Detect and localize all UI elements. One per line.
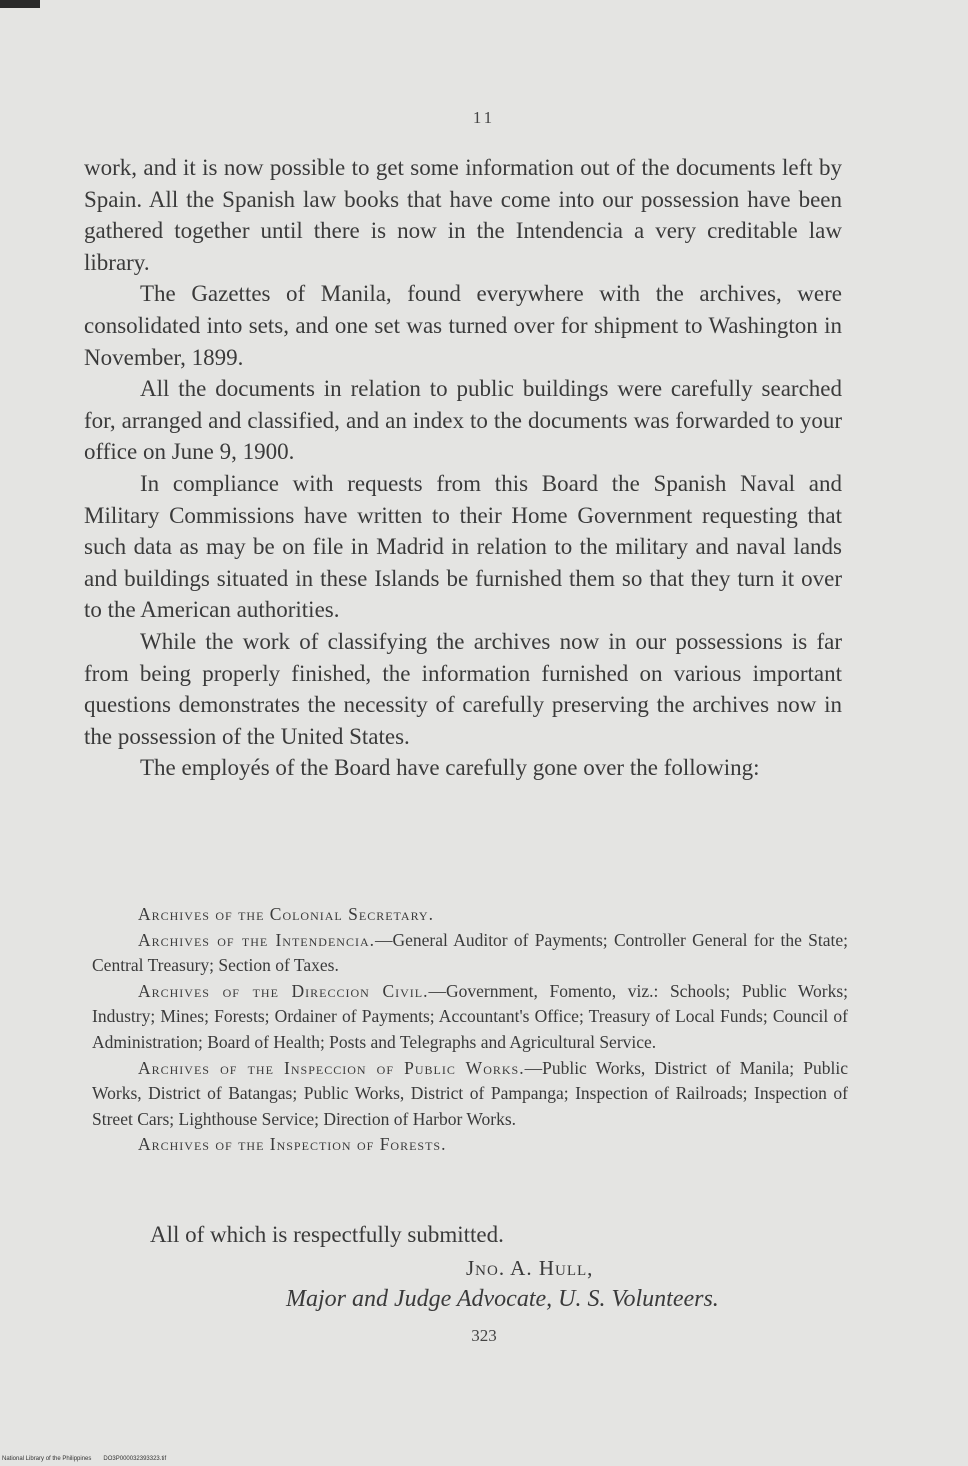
archives-item [92,1132,848,1158]
closing-line: All of which is respectfully submitted. [150,1222,504,1247]
page-number: 323 [471,1326,497,1345]
paragraph: The employés of the Board have carefully gone over the following: [140,755,760,781]
archives-item [92,902,848,928]
paragraph: While the work of classifying the archives now in our possessions is far from being properly finished, the information furnished on various important questions demonstrates the necessity of carefully preserving the archives now in the possession of the United States. [84,628,842,749]
archives-heading: Archives of the Intendencia. [138,929,375,950]
body-text [84,152,842,784]
archives-list [92,902,848,1158]
paragraph: The Gazettes of Manila, found everywhere with the archives, were consolidated into sets, and one set was turned over for shipment to Washington in November, 1899. [84,281,842,370]
paragraph: work, and it is now possible to get some information out of the documents left by Spain. All the Spanish law books that have come into our possession have been gathered together until there is now in the Intendencia a very creditable law library. [84,155,842,275]
signature-title: Major and Judge Advocate, U. S. Volunteers. [286,1286,719,1312]
archives-detail: —Government, Fomento, viz.: Schools; Public Works; Industry; Mines; Forests; Ordainer of Payments; Accountant's Office; Treasury of Local Funds; Council of Administration; Board of Health; Posts and Telegraphs and Agricultural Service. [92,980,849,1052]
scan-footer [2,1456,166,1462]
archives-heading: Archives of the Inspection of Forests. [138,1134,447,1155]
archives-heading: Archives of the Colonial Secretary. [138,904,434,924]
archives-heading: Archives of the Inspeccion of Public Works. [138,1057,525,1078]
archives-detail: —General Auditor of Payments; Controller General for the State; Central Treasury; Section of Taxes. [92,929,848,976]
footer-library: National Library of the Philippines [2,1456,92,1462]
archives-heading: Archives of the Direccion Civil. [138,980,429,1001]
archives-item [92,928,848,979]
scan-corner-mark [0,0,40,8]
footer-code: DO3P000032393323.tif [103,1456,167,1462]
page-marker: 11 [472,108,496,127]
signature-name: Jno. A. Hull, [466,1256,594,1280]
paragraph: All the documents in relation to public buildings were carefully searched for, arranged and classified, and an index to the documents was forwarded to your office on June 9, 1900. [84,376,842,465]
archives-item [92,1056,848,1133]
paragraph: In compliance with requests from this Board the Spanish Naval and Military Commissions have written to their Home Government requesting that such data as may be on file in Madrid in relation to the military and naval lands and buildings situated in these Islands be furnished them so that they turn it over to the American authorities. [84,470,842,623]
archives-item [92,979,848,1056]
archives-detail: —Public Works, District of Manila; Public Works, District of Batangas; Public Works, District of Pampanga; Inspection of Railroads; Inspection of Street Cars; Lighthouse Service; Direction of Harbor Works. [92,1057,849,1129]
